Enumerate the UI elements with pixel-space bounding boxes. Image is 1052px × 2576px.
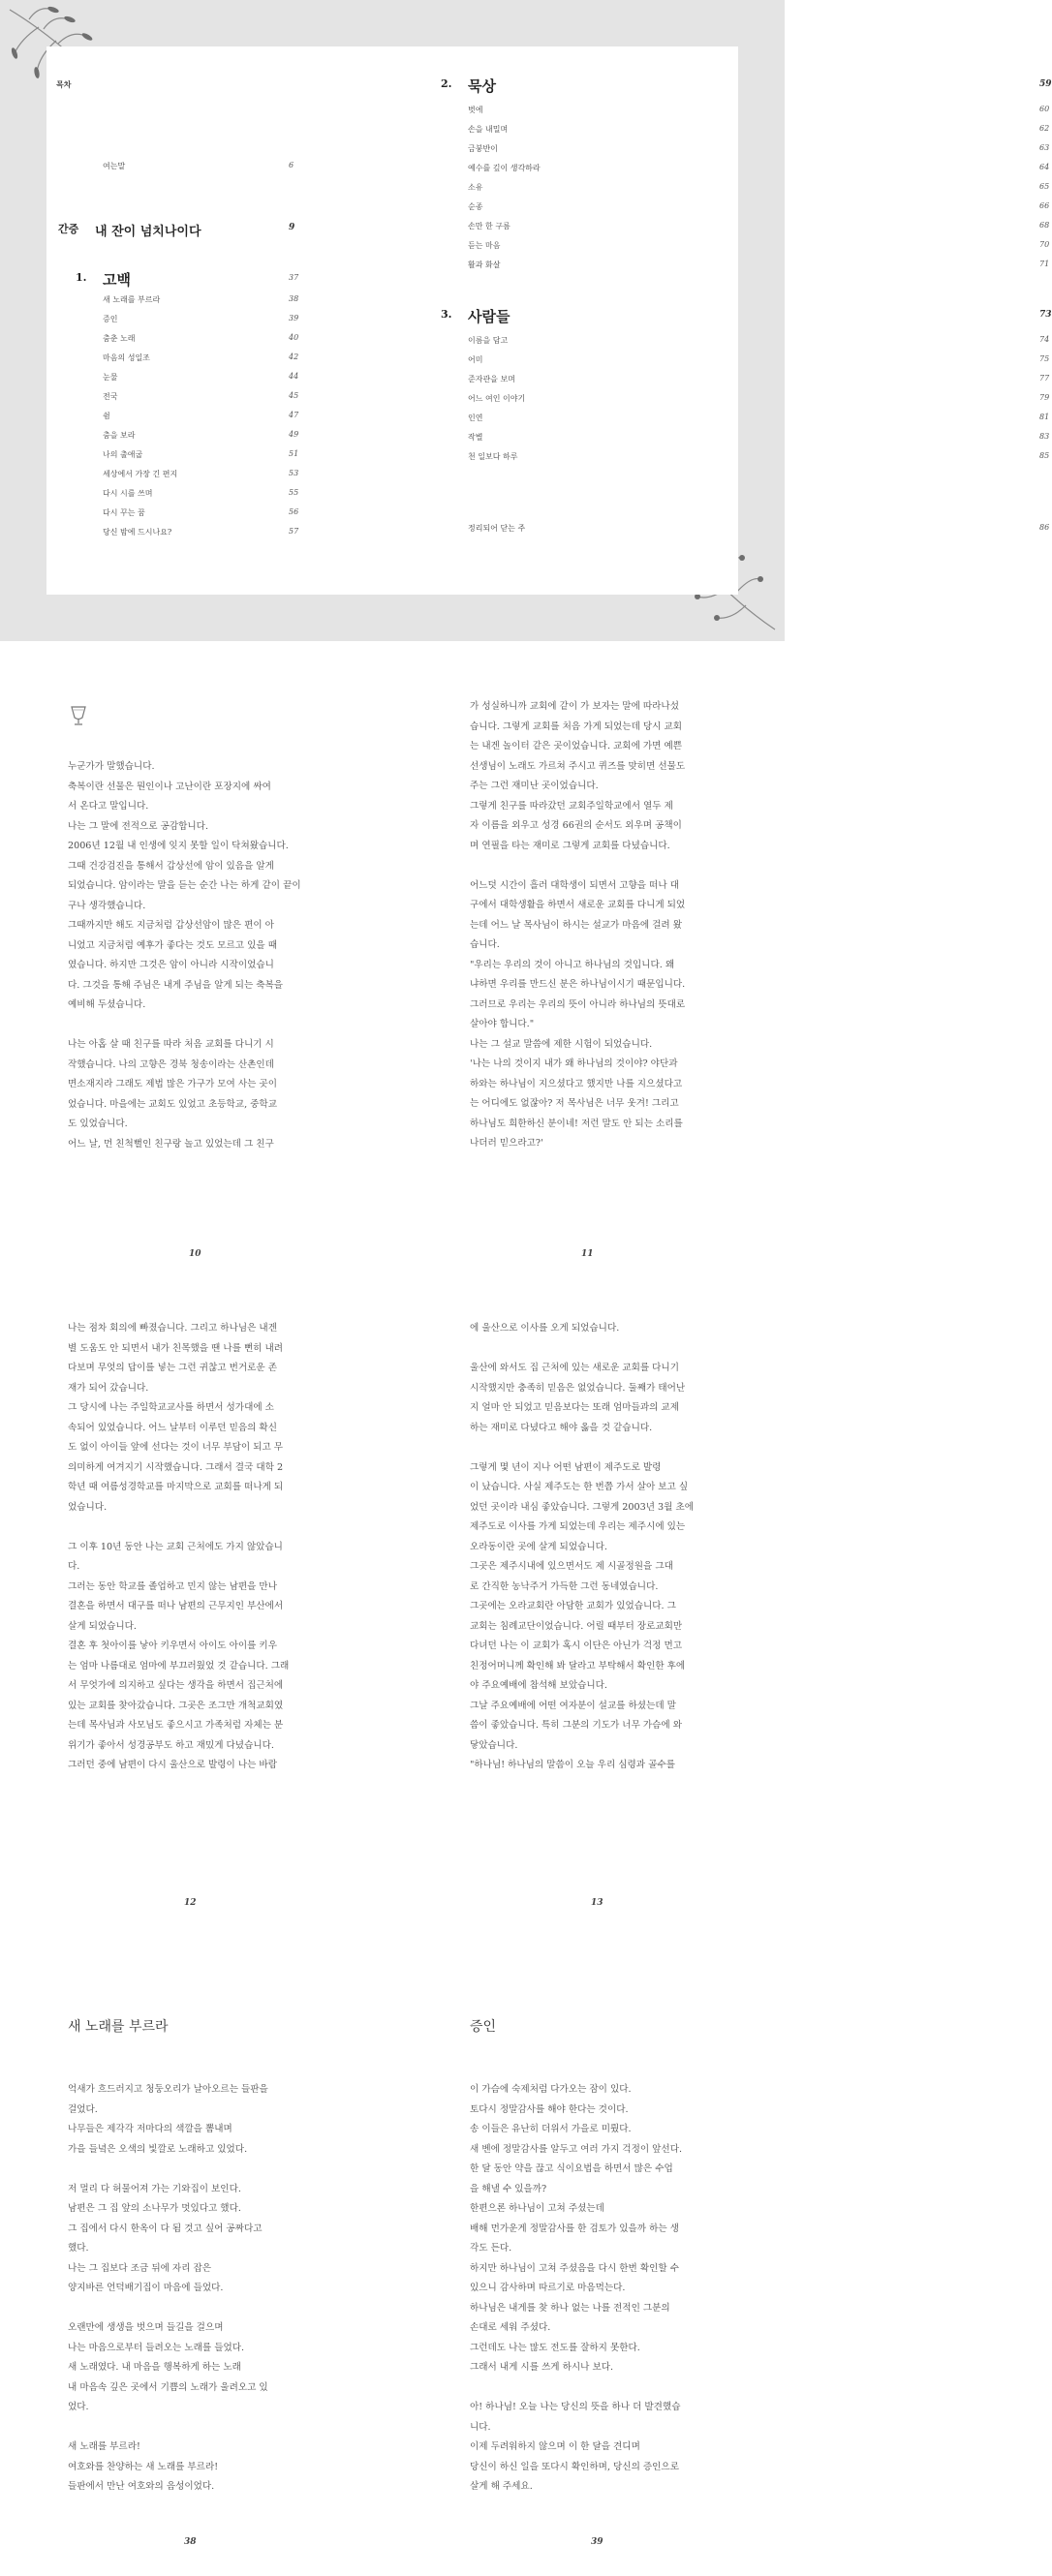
page-number: 11: [581, 1249, 594, 1259]
text-line: 결혼 후 첫아이를 낳아 키우면서 아이도 아이를 키우: [68, 1641, 277, 1651]
text-line: [470, 1438, 748, 1458]
text-line: 니었고 지금처럼 예후가 좋다는 것도 모르고 있을 때: [68, 939, 277, 951]
text-line: 여호와를 찬양하는 새 노래를 부르라!: [68, 2461, 219, 2472]
toc-item[interactable]: 어미: [468, 355, 483, 364]
text-line: [470, 2378, 748, 2399]
toc-item-page: 45: [289, 391, 299, 400]
text-line: 내 마음속 깊은 곳에서 기쁨의 노래가 울려오고 있: [68, 2381, 268, 2393]
text-line: 어느덧 시간이 흘러 대학생이 되면서 고향을 떠나 대: [470, 879, 679, 891]
page-number: 12: [184, 1898, 197, 1908]
text-line: 다. 그것을 통해 주님은 내게 주님을 알게 되는 축복을: [68, 979, 284, 991]
toc-item[interactable]: 인연: [468, 414, 483, 422]
text-line: 걸었다.: [68, 2103, 98, 2115]
text-line: 며 연필을 타는 재미로 그렇게 교회를 다녔습니다.: [470, 840, 670, 851]
toc-item[interactable]: 벗에: [468, 106, 483, 114]
chapter-heading: 새 노래를 부르라: [68, 2019, 169, 2035]
text-line: 이제 두려워하지 않으며 이 한 달을 견디며: [470, 2441, 640, 2452]
page-39: [392, 1925, 785, 2576]
page-38: [0, 1925, 392, 2576]
text-line: 닿았습니다.: [470, 1739, 518, 1751]
page-12: [0, 1286, 392, 1925]
text-line: 나는 그 집보다 조금 뒤에 자리 잡은: [68, 2262, 212, 2274]
toc-item[interactable]: 소유: [468, 183, 483, 192]
toc-item-page: 42: [289, 353, 299, 361]
text-line: 시작했지만 충족히 믿음은 없었습니다. 둘째가 태어난: [470, 1382, 686, 1394]
text-line: 그렇게 친구를 따라갔던 교회주일학교에서 열두 제: [470, 800, 673, 812]
text-line: 울산에 와서도 집 근처에 있는 새로운 교회를 다니기: [470, 1363, 679, 1373]
toc-entry-title[interactable]: 여는말: [103, 162, 126, 170]
toc-item-page: 64: [1039, 163, 1050, 171]
cup-icon: [70, 705, 87, 726]
body-text: [0, 2080, 392, 2498]
text-line: 나는 점차 회의에 빠졌습니다. 그리고 하나님은 내겐: [68, 1323, 277, 1334]
text-line: 살게 해 주세요.: [470, 2481, 533, 2492]
toc-item-page: 85: [1039, 451, 1050, 460]
text-line: 나는 아홉 살 때 친구를 따라 처음 교회를 다니기 시: [68, 1039, 274, 1050]
text-line: 아! 하나님! 오늘 나는 당신의 뜻을 하나 더 발견했습: [470, 2402, 681, 2412]
text-line: 별 도움도 안 되면서 내가 친목했을 땐 나를 뻔히 내려: [68, 1342, 284, 1354]
text-line: 억새가 흐드러지고 청둥오리가 날아오르는 들판을: [68, 2084, 268, 2095]
toc-item-page: 40: [289, 333, 299, 342]
toc-item[interactable]: 손을 내밀며: [468, 125, 509, 134]
text-line: 들판에서 만난 여호와의 음성이었다.: [68, 2481, 215, 2492]
text-line: 그러는 동안 학교를 졸업하고 민지 않는 남편을 만나: [68, 1580, 277, 1592]
text-line: 당신이 하신 일을 또다시 확인하며, 당신의 증인으로: [470, 2461, 679, 2472]
text-line: 야 주요예배에 참석해 보았습니다.: [470, 1680, 607, 1691]
text-line: 그때 건강검진을 통해서 갑상선에 암이 있음을 알게: [68, 860, 274, 872]
text-line: 그곳에는 오라교회란 아담한 교회가 있었습니다. 그: [470, 1601, 676, 1611]
text-line: 이 났습니다. 사실 제주도는 한 번쯤 가서 살아 보고 싶: [470, 1482, 689, 1492]
text-line: 그 이후 10년 동안 나는 교회 근처에도 가지 않았습니: [68, 1541, 283, 1552]
text-line: 남편은 그 집 앞의 소나무가 멋있다고 했다.: [68, 2203, 241, 2214]
text-line: 습니다. 그렇게 교회를 처음 가게 되었는데 당시 교회: [470, 721, 683, 732]
text-line: 결혼을 하면서 대구를 떠나 남편의 근무지인 부산에서: [68, 1601, 284, 1611]
text-line: 어느 날, 먼 친척뻘인 친구랑 놀고 있었는데 그 친구: [68, 1138, 274, 1150]
toc-entry-page: 6: [289, 161, 294, 169]
toc-item[interactable]: 춤춘 노래: [103, 334, 136, 343]
body-text: [0, 1319, 392, 1776]
toc-item-page: 55: [289, 488, 299, 497]
text-line: 2006년 12월 내 인생에 잊지 못할 일이 닥쳐왔습니다.: [68, 841, 289, 851]
text-line: 각도 든다.: [470, 2243, 512, 2254]
text-line: 그러던 중에 남편이 다시 울산으로 발령이 나는 바람: [68, 1760, 277, 1770]
toc-item[interactable]: 세상에서 가장 긴 편지: [103, 470, 178, 478]
text-line: 그러므로 우리는 우리의 뜻이 아니라 하나님의 뜻대로: [470, 998, 686, 1010]
toc-item-page: 68: [1039, 221, 1050, 230]
text-line: [68, 2299, 350, 2319]
toc-item-page: 38: [289, 294, 299, 303]
toc-item-page: 56: [289, 507, 299, 516]
text-line: 오라동이란 곳에 살게 되었습니다.: [470, 1541, 607, 1552]
text-line: 는 어디에도 없잖아? 저 목사님은 너무 웃겨! 그리고: [470, 1098, 679, 1109]
text-line: 냐하면 우리를 만드신 분은 하나님이시기 때문입니다.: [470, 979, 686, 990]
toc-item-page: 44: [289, 372, 299, 381]
page-number: 10: [189, 1249, 201, 1259]
closing-page: 86: [1039, 523, 1050, 532]
text-line: 그래서 내게 시를 쓰게 하시나 보다.: [470, 2362, 614, 2373]
text-line: 위기가 좋아서 성경공부도 하고 재밌게 다녔습니다.: [68, 1739, 274, 1751]
text-line: 저 멀리 다 허물어져 가는 기와집이 보인다.: [68, 2183, 241, 2194]
text-line: 나는 마음으로부터 들려오는 노래를 들었다.: [68, 2342, 245, 2353]
text-line: 양지바른 언덕배기집이 마음에 들었다.: [68, 2283, 224, 2293]
text-line: 는데 어느 날 목사님이 하시는 설교가 마음에 걸려 왔: [470, 919, 683, 931]
text-line: 있는 교회를 찾아갔습니다. 그곳은 조그만 개척교회였: [68, 1700, 284, 1711]
text-line: 그렇게 몇 년이 지나 어떤 남편이 제주도로 발령: [470, 1461, 662, 1473]
text-line: 나더러 믿으라고?': [470, 1138, 543, 1149]
body-text: [392, 2080, 785, 2498]
text-line: 하와는 하나님이 지으셨다고 했지만 나를 지으셨다고: [470, 1078, 683, 1089]
toc-item-page: 81: [1039, 413, 1050, 421]
toc-item-page: 71: [1039, 260, 1050, 268]
text-line: [68, 2418, 350, 2438]
chapter-2-num: 2.: [441, 77, 452, 90]
toc-item[interactable]: 눈물: [103, 373, 118, 382]
toc-page: [46, 46, 1052, 595]
text-line: 면소재지라 그래도 제법 많은 가구가 모여 사는 곳이: [68, 1079, 277, 1089]
text-line: 로 간직한 농낙주거 가득한 그런 동네였습니다.: [470, 1580, 659, 1592]
text-line: "우리는 우리의 것이 아니고 하나님의 것입니다. 왜: [470, 959, 675, 970]
text-line: 그런데도 나는 많도 전도를 잘하지 못한다.: [470, 2342, 640, 2353]
text-line: 배해 먼가운게 정말감사를 한 검토가 있을까 하는 생: [470, 2223, 679, 2234]
page-number: 13: [591, 1898, 603, 1908]
prelude-title[interactable]: 내 잔이 넘치나이다: [95, 225, 201, 239]
chapter-1-title[interactable]: 고백: [103, 271, 131, 289]
text-line: 가 성실하니까 교회에 같이 가 보자는 말에 따라나섰: [470, 701, 679, 712]
toc-item-page: 39: [289, 314, 299, 322]
toc-item[interactable]: 순종: [468, 202, 483, 211]
toc-item[interactable]: 증인: [103, 315, 118, 323]
text-line: 살아야 합니다.": [470, 1019, 535, 1029]
text-line: 토다시 정말감사를 해야 한다는 것이다.: [470, 2103, 629, 2115]
text-line: 나무들은 제각각 저마다의 색깔을 뽐내며: [68, 2124, 232, 2134]
toc-item[interactable]: 당신 밤에 드시나요?: [103, 528, 172, 537]
text-line: 있으니 감사하며 따르기로 마음먹는다.: [470, 2283, 626, 2293]
text-line: 었다.: [68, 2402, 89, 2412]
text-line: 선생님이 노래도 가르쳐 주시고 퀴즈를 맞히면 선물도: [470, 760, 686, 772]
toc-item-page: 51: [289, 449, 299, 458]
text-line: 학년 때 여름성경학교를 마지막으로 교회를 떠나게 되: [68, 1482, 284, 1492]
text-line: 도 없이 아이들 앞에 선다는 것이 너무 부담이 되고 무: [68, 1442, 284, 1453]
text-line: [68, 2160, 350, 2180]
toc-item[interactable]: 준자관을 보며: [468, 375, 515, 383]
toc-item-page: 57: [289, 527, 299, 536]
text-line: 을 해낼 수 있을까?: [470, 2183, 547, 2194]
toc-item-page: 62: [1039, 124, 1050, 133]
toc-item[interactable]: 다시 시를 쓰며: [103, 489, 153, 498]
prelude-num: 간증: [58, 223, 79, 235]
text-line: 구나 생각했습니다.: [68, 900, 146, 911]
toc-item-page: 75: [1039, 354, 1050, 363]
text-line: 오랜만에 생생을 벗으며 들길을 걸으며: [68, 2322, 224, 2333]
text-line: 되었습니다. 암이라는 말을 듣는 순간 나는 하게 같이 끝이: [68, 880, 301, 891]
text-line: 한편으론 하나님이 고쳐 주셨는데: [470, 2203, 604, 2214]
body-text: [0, 757, 392, 1154]
text-line: 었던 곳이라 내심 좋았습니다. 그렇게 2003년 3월 초에: [470, 1501, 694, 1513]
text-line: [68, 1518, 350, 1538]
text-line: 는 내겐 놀이터 같은 곳이었습니다. 교회에 가면 예쁜: [470, 741, 683, 751]
chapter-2-title[interactable]: 묵상: [468, 77, 496, 95]
page-13: [392, 1286, 785, 1925]
text-line: 의미하게 여겨지기 시작했습니다. 그래서 결국 대학 2: [68, 1461, 284, 1473]
page-spread-10-11: [0, 641, 785, 1286]
text-line: 하는 재미로 다녔다고 해야 옳을 것 같습니다.: [470, 1422, 653, 1433]
text-line: 였습니다. 하지만 그것은 암이 아니라 시작이었습니: [68, 960, 274, 970]
toc-item[interactable]: 춤을 보라: [103, 431, 136, 440]
toc-item-page: 65: [1039, 182, 1050, 191]
text-line: 축복이란 선물은 뭔인이나 고난이란 포장지에 싸여: [68, 781, 271, 792]
text-line: 씀이 좋았습니다. 특히 그분의 기도가 너무 가슴에 와: [470, 1720, 683, 1731]
text-line: 누군가가 말했습니다.: [68, 761, 155, 772]
text-line: 속되어 있었습니다. 어느 날부터 이루던 믿음의 확신: [68, 1422, 277, 1433]
text-line: 하나님은 내게를 찾 하나 없는 나를 전적인 그분의: [470, 2302, 670, 2314]
toc-spread: [0, 0, 1052, 641]
text-line: "하나님! 하나님의 말씀이 오늘 우리 심령과 골수를: [470, 1760, 675, 1770]
text-line: 었습니다.: [68, 1501, 108, 1513]
text-line: 에 울산으로 이사를 오게 되었습니다.: [470, 1323, 620, 1334]
text-line: 친정어머니께 확인해 봐 달라고 부탁해서 확인한 후에: [470, 1660, 686, 1671]
toc-item[interactable]: 작별: [468, 433, 483, 442]
text-line: 새 노래였다. 내 마음을 행복하게 하는 노래: [68, 2362, 241, 2373]
text-line: 그 집에서 다시 한옥이 다 됨 것고 싶어 공짜다고: [68, 2223, 263, 2234]
toc-item[interactable]: 활과 화살: [468, 261, 501, 269]
toc-label: 목차: [56, 79, 72, 89]
chapter-1-page: 37: [289, 273, 299, 282]
text-line: 손대로 세워 주셨다.: [470, 2322, 551, 2333]
text-line: 서 무엇가에 의지하고 싶다는 생각을 하면서 집근처에: [68, 1680, 284, 1691]
text-line: [68, 1016, 350, 1036]
text-line: 살게 되었습니다.: [68, 1620, 137, 1632]
body-text: [392, 1319, 785, 1776]
toc-item-page: 79: [1039, 393, 1050, 402]
text-line: 다.: [68, 1561, 80, 1572]
page-11: [392, 641, 785, 1286]
prelude-page: 9: [289, 223, 295, 232]
text-line: 하나님도 희한하신 분이네! 저런 말도 안 되는 소리를: [470, 1118, 683, 1129]
text-line: 가을 들녘은 오색의 빛깔로 노래하고 있었다.: [68, 2143, 248, 2155]
text-line: 습니다.: [470, 939, 500, 950]
toc-item[interactable]: 마음의 성일조: [103, 353, 150, 362]
toc-item-page: 47: [289, 411, 299, 419]
text-line: 도 있었습니다.: [68, 1119, 128, 1129]
text-line: 는데 목사님과 사모님도 좋으시고 가족처럼 자체는 분: [68, 1720, 284, 1731]
text-line: 그 당시에 나는 주일학교교사를 하면서 성가대에 소: [68, 1402, 274, 1413]
text-line: 자 이름을 외우고 성경 66권의 순서도 외우며 공책이: [470, 820, 682, 831]
text-line: 그날 주요예배에 어떤 여자분이 설교를 하셨는데 말: [470, 1700, 676, 1711]
page-number: 39: [591, 2537, 603, 2547]
text-line: 니다.: [470, 2421, 491, 2433]
text-line: 하지만 하나님이 고쳐 주셨음을 다시 한번 확인할 수: [470, 2262, 679, 2274]
text-line: 재가 되어 갔습니다.: [68, 1382, 149, 1394]
toc-item[interactable]: 이름을 담고: [468, 336, 509, 345]
toc-item-page: 49: [289, 430, 299, 439]
page-spread-12-13: [0, 1286, 785, 1925]
toc-item[interactable]: 전국: [103, 392, 118, 401]
toc-item-page: 53: [289, 469, 299, 477]
text-line: 교회는 침례교단이었습니다. 어릴 때부터 장로교회만: [470, 1620, 683, 1632]
toc-item[interactable]: 어느 여인 이야기: [468, 394, 526, 403]
text-line: 지 얼마 안 되었고 믿음보다는 또래 엄마들과의 교제: [470, 1402, 679, 1413]
text-line: 송 이들은 유난히 더위서 가을로 미뤘다.: [470, 2124, 632, 2134]
toc-item[interactable]: 손만 한 구름: [468, 222, 511, 230]
toc-item-page: 70: [1039, 240, 1050, 249]
page-spread-38-39: [0, 1925, 785, 2576]
text-line: 주는 그런 재미난 곳이었습니다.: [470, 781, 599, 791]
text-line: 서 온다고 말입니다.: [68, 801, 149, 812]
text-line: 는 엄마 나름대로 엄마에 부끄러웠었 것 같습니다. 그래: [68, 1660, 290, 1671]
text-line: '나는 나의 것이지 내가 왜 하나님의 것이야? 야단과: [470, 1058, 678, 1069]
text-line: 이 가슴에 숙제처럼 다가오는 잠이 있다.: [470, 2084, 632, 2095]
toc-item[interactable]: 다시 꾸는 꿈: [103, 508, 145, 517]
text-line: 작했습니다. 나의 고향은 경북 청송이라는 산촌인데: [68, 1058, 274, 1070]
toc-item-page: 83: [1039, 432, 1050, 441]
toc-item-page: 60: [1039, 105, 1050, 113]
text-line: [470, 1339, 748, 1360]
text-line: 다보며 무엇의 답이를 넣는 그런 귀찮고 번거로운 존: [68, 1363, 277, 1373]
text-line: 제주도로 이사를 가게 되었는데 우리는 제주시에 있는: [470, 1521, 686, 1532]
text-line: 그곳은 제주시내에 있으면서도 제 시골정원을 그대: [470, 1561, 673, 1572]
text-line: 예비해 두셨습니다.: [68, 999, 146, 1010]
text-line: 나는 그 설교 말씀에 제한 시험이 되었습니다.: [470, 1038, 653, 1050]
text-line: 었습니다. 마을에는 교회도 있었고 초등학교, 중학교: [68, 1098, 277, 1110]
page-number: 38: [184, 2537, 197, 2547]
body-text: [392, 697, 785, 1154]
text-line: 새 노래를 부르라!: [68, 2441, 140, 2452]
toc-item-page: 63: [1039, 143, 1050, 152]
toc-item[interactable]: 새 노래를 부르라: [103, 295, 161, 304]
closing-title[interactable]: 정리되어 닫는 주: [468, 524, 526, 533]
text-line: 새 벤에 정말감사를 알두고 여러 가지 걱정이 앞선다.: [470, 2143, 683, 2155]
toc-item-page: 77: [1039, 374, 1050, 383]
text-line: 구에서 대학생활을 하면서 새로운 교회를 다니게 되었: [470, 900, 686, 910]
toc-item[interactable]: 천 일보다 하루: [468, 452, 518, 461]
toc-item[interactable]: 금붕반이: [468, 144, 498, 153]
toc-item-page: 66: [1039, 201, 1050, 210]
text-line: 다녀던 나는 이 교회가 혹시 이단은 아닌가 걱정 먼고: [470, 1641, 683, 1651]
text-line: 했다.: [68, 2243, 89, 2254]
chapter-3-title[interactable]: 사람들: [468, 308, 511, 325]
chapter-3-page: 73: [1039, 310, 1052, 320]
page-10: [0, 641, 392, 1286]
chapter-heading: 증인: [470, 2019, 497, 2035]
chapter-2-page: 59: [1039, 79, 1052, 89]
chapter-3-num: 3.: [441, 308, 452, 321]
toc-item[interactable]: 나의 출애굽: [103, 450, 143, 459]
text-line: 그때까지만 해도 지금처럼 갑상선암이 많은 편이 아: [68, 920, 274, 931]
toc-item[interactable]: 예수를 깊이 생각하라: [468, 164, 541, 172]
chapter-1-num: 1.: [76, 271, 87, 284]
text-line: 한 달 동안 약을 끊고 식이요법을 하면서 많은 수업: [470, 2163, 673, 2174]
toc-item[interactable]: 쉼: [103, 412, 110, 420]
toc-item[interactable]: 듣는 마음: [468, 241, 501, 250]
toc-item-page: 74: [1039, 335, 1050, 344]
text-line: 나는 그 말에 전적으로 공감합니다.: [68, 820, 208, 832]
text-line: [470, 856, 748, 876]
